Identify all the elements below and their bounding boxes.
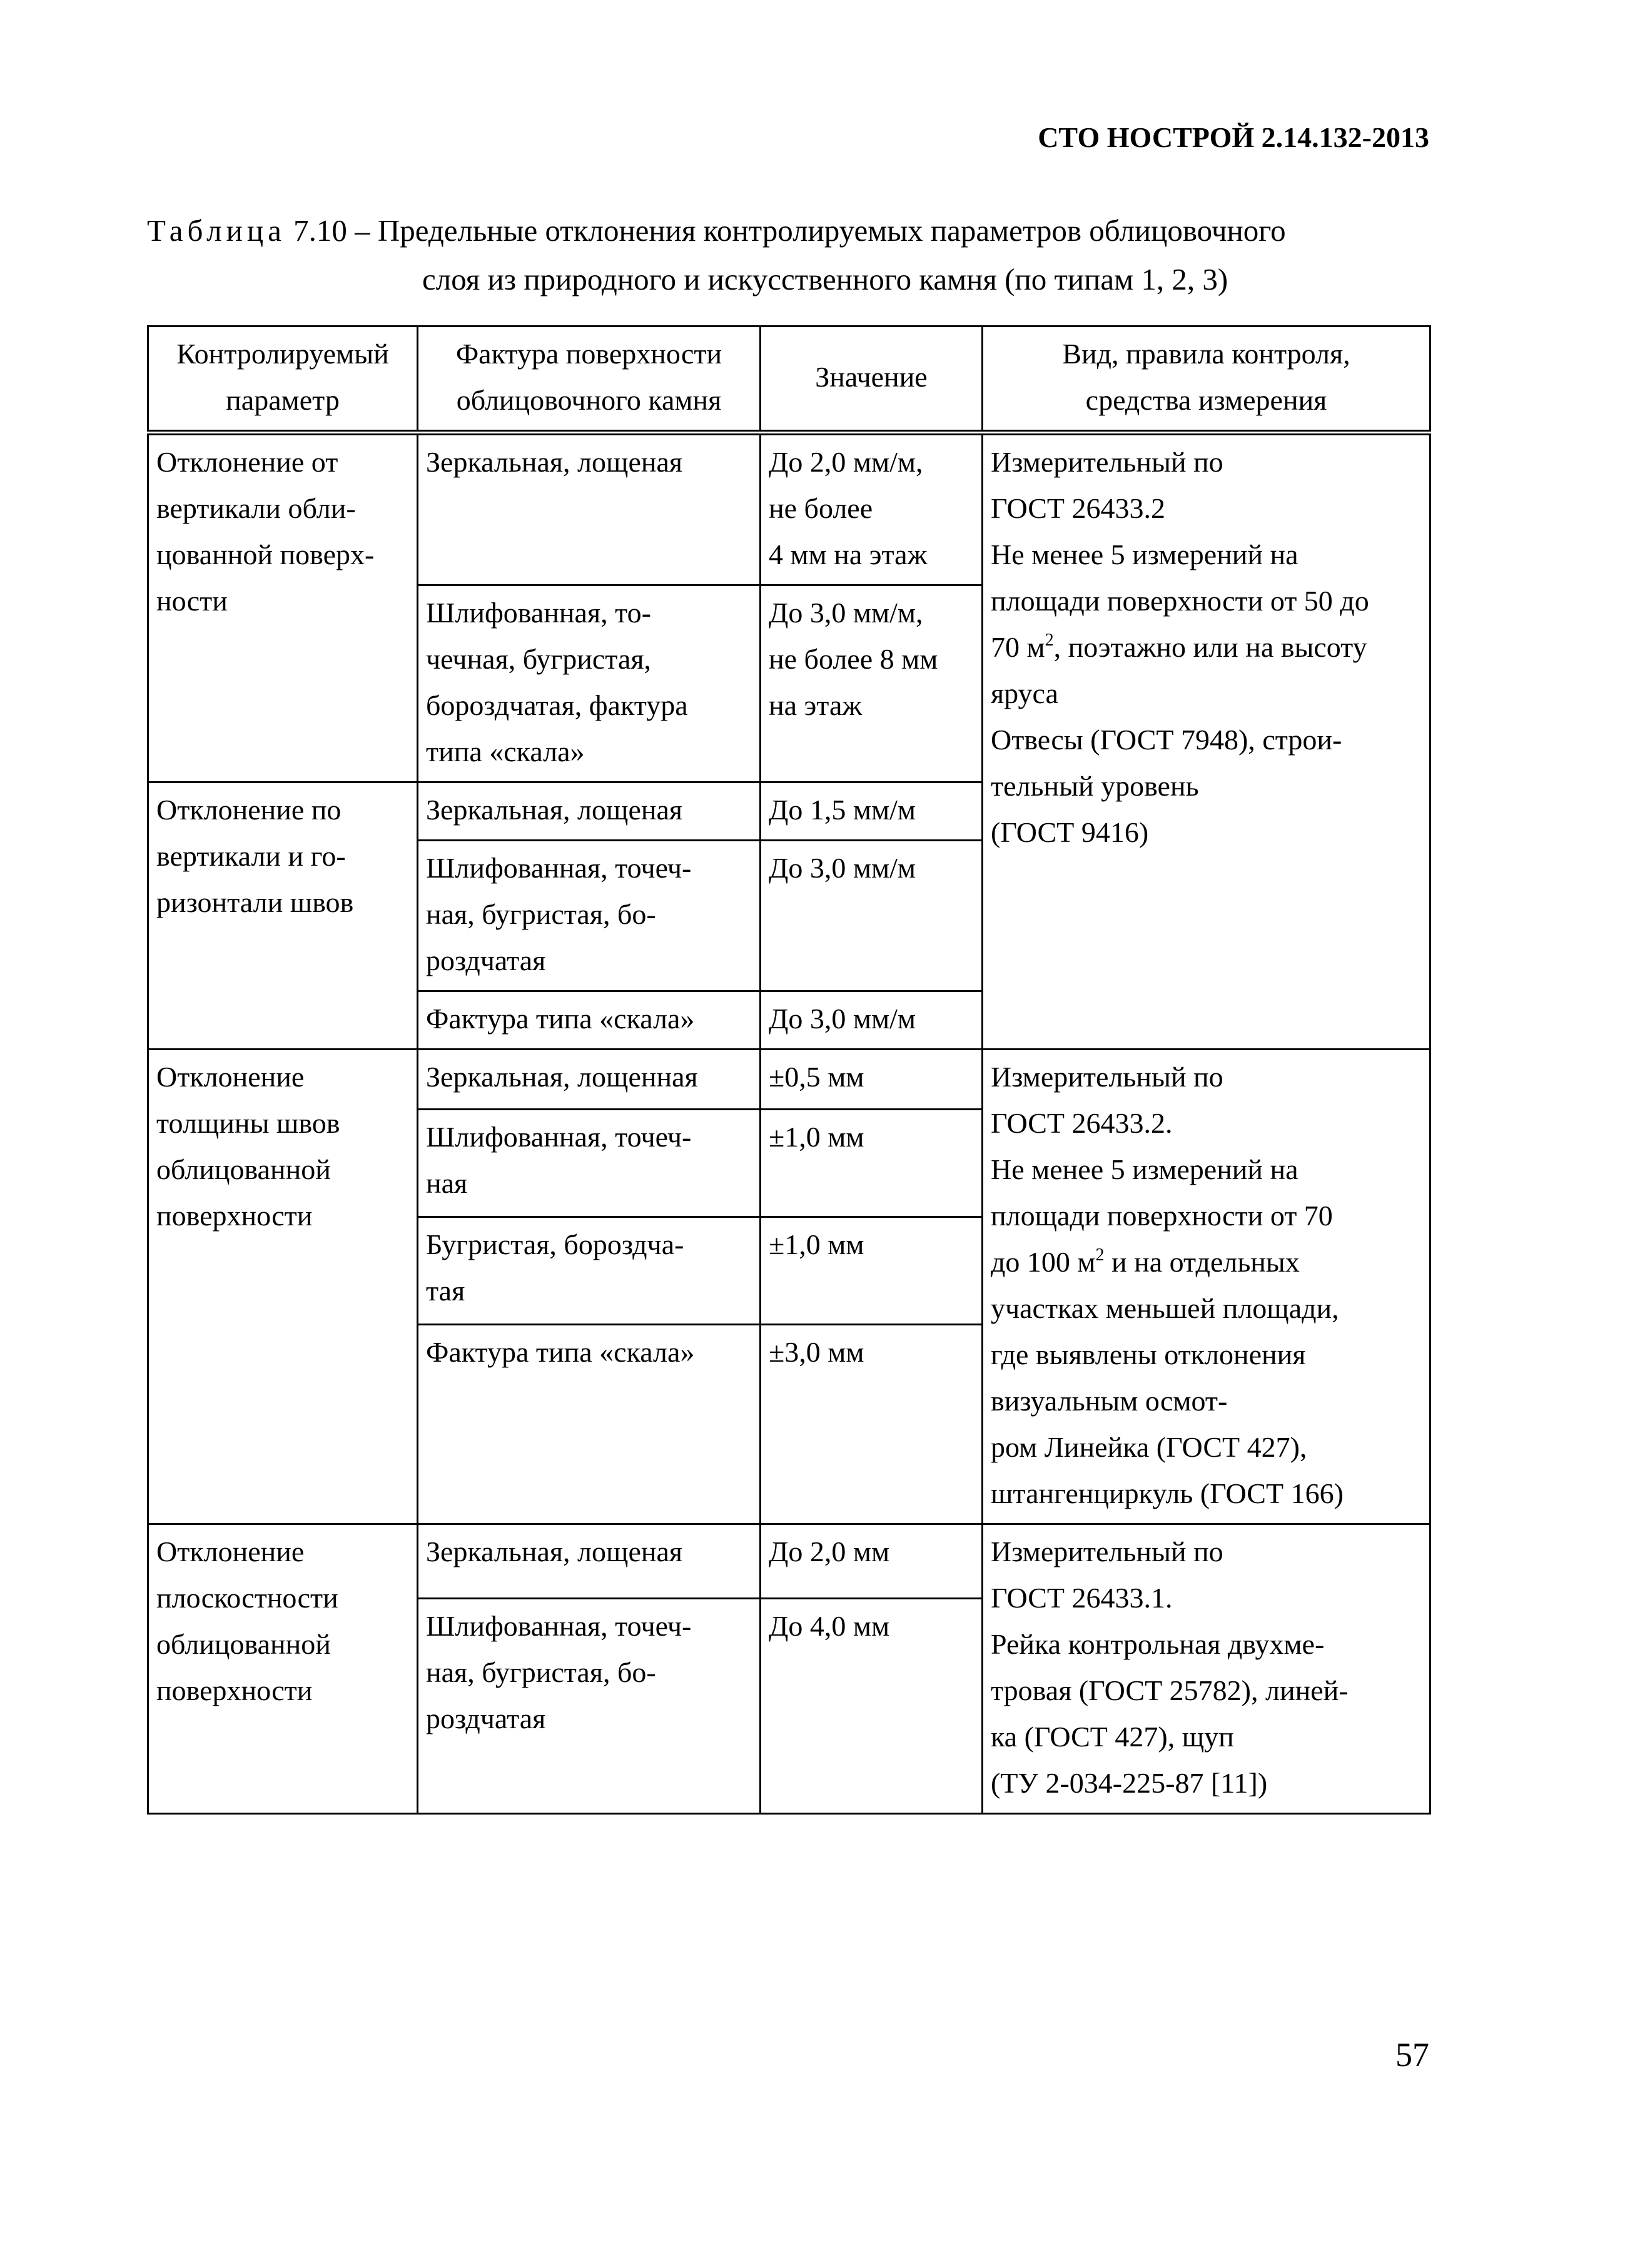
value-cell: ±3,0 мм: [761, 1325, 983, 1524]
table-header-row: [148, 327, 1430, 433]
header-param: Контролируемый параметр: [148, 327, 418, 433]
texture-cell: Бугристая, бороздча- тая: [418, 1217, 761, 1324]
texture-cell: Зеркальная, лощеная: [418, 1524, 761, 1599]
caption-title-line2: слоя из природного и искусственного камня (по типам 1, 2, 3): [422, 262, 1228, 296]
value-cell: ±0,5 мм: [761, 1050, 983, 1110]
value-cell: ±1,0 мм: [761, 1109, 983, 1217]
value-cell: До 4,0 мм: [761, 1599, 983, 1814]
texture-cell: Шлифованная, точеч- ная, бугристая, бо- роздчатая: [418, 841, 761, 991]
param-cell: Отклонение по вертикали и го- ризонтали швов: [148, 782, 418, 1050]
value-cell: До 3,0 мм/м: [761, 991, 983, 1050]
param-cell: Отклонение от вертикали обли- цованной поверх- ности: [148, 433, 418, 782]
value-cell: До 2,0 мм: [761, 1524, 983, 1599]
value-cell: До 1,5 мм/м: [761, 782, 983, 841]
page-number: 57: [1395, 2036, 1429, 2073]
deviations-table: [147, 325, 1431, 1815]
document-code-header: СТО НОСТРОЙ 2.14.132-2013: [1038, 121, 1429, 153]
table-row: [148, 1524, 1430, 1599]
texture-cell: Зеркальная, лощеная: [418, 433, 761, 585]
table-caption: [147, 206, 1432, 304]
value-cell: До 3,0 мм/м: [761, 841, 983, 991]
value-cell: До 2,0 мм/м, не более 4 мм на этаж: [761, 433, 983, 585]
table-row: [148, 1050, 1430, 1110]
texture-cell: Зеркальная, лощенная: [418, 1050, 761, 1110]
control-cell: Измерительный по ГОСТ 26433.2. Не менее 5 измерений на площади поверхности от 70 до 100 $м^2$ и на отдельных участках меньшей площади, где выявлены отклонения визуальным осмот- ром Линейка (ГОСТ 427), штангенциркуль (ГОСТ 166): [983, 1050, 1430, 1524]
header-texture: Фактура поверхности облицовочного камня: [418, 327, 761, 433]
table-row: [148, 433, 1430, 585]
value-cell: До 3,0 мм/м, не более 8 мм на этаж: [761, 585, 983, 782]
param-cell: Отклонение плоскостности облицованной поверхности: [148, 1524, 418, 1814]
texture-cell: Шлифованная, точеч- ная, бугристая, бо- роздчатая: [418, 1599, 761, 1814]
texture-cell: Шлифованная, точеч- ная: [418, 1109, 761, 1217]
param-cell: Отклонение толщины швов облицованной поверхности: [148, 1050, 418, 1524]
texture-cell: Шлифованная, то- чечная, бугристая, бороздчатая, фактура типа «скала»: [418, 585, 761, 782]
header-value: Значение: [761, 327, 983, 433]
control-cell: Измерительный по ГОСТ 26433.2 Не менее 5 измерений на площади поверхности от 50 до 70 $м^2$, поэтажно или на высоту яруса Отвесы (ГОСТ 7948), строи- тельный уровень (ГОСТ 9416): [983, 433, 1430, 1050]
caption-title-line1: 7.10 – Предельные отклонения контролируемых параметров облицовочного: [285, 213, 1286, 248]
control-cell: Измерительный по ГОСТ 26433.1. Рейка контрольная двухме- тровая (ГОСТ 25782), линей- ка (ГОСТ 427), щуп (ТУ 2-034-225-87 [11]): [983, 1524, 1430, 1814]
texture-cell: Фактура типа «скала»: [418, 991, 761, 1050]
value-cell: ±1,0 мм: [761, 1217, 983, 1324]
texture-cell: Фактура типа «скала»: [418, 1325, 761, 1524]
header-control: Вид, правила контроля, средства измерения: [983, 327, 1430, 433]
texture-cell: Зеркальная, лощеная: [418, 782, 761, 841]
caption-label: Таблица: [147, 213, 286, 248]
